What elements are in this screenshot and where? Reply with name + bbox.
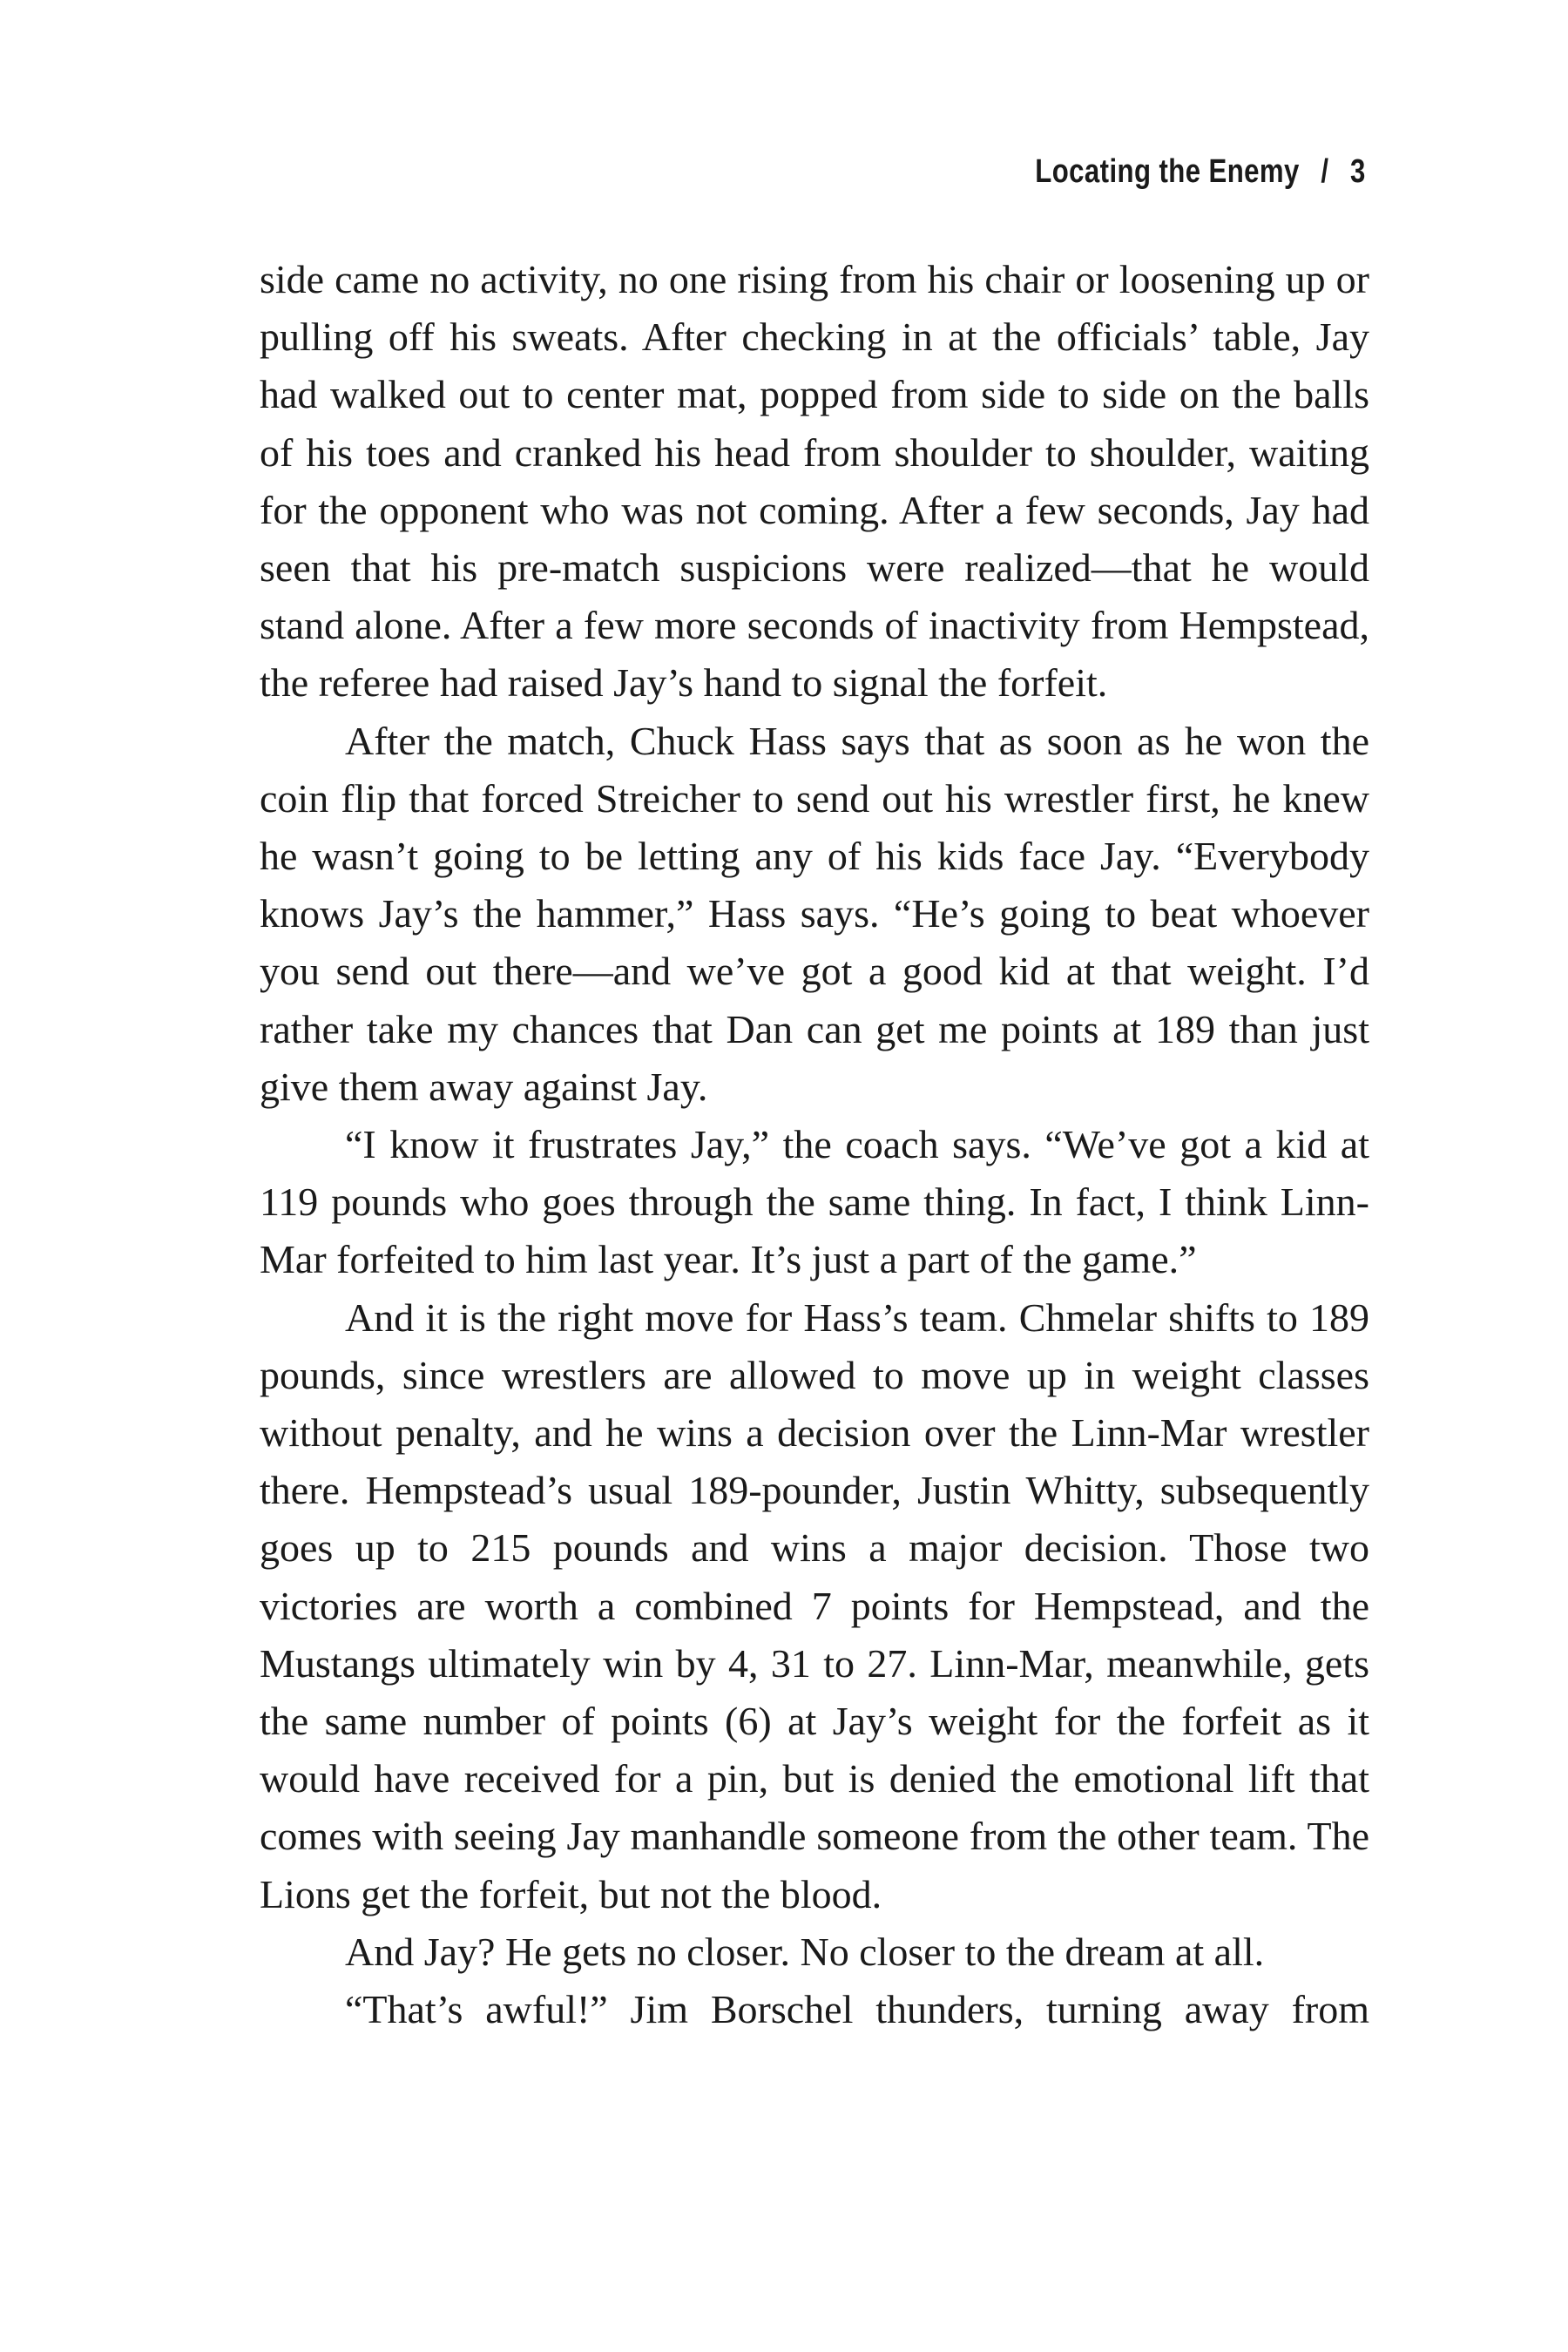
paragraph-4: And it is the right move for Hass’s team. Chmelar shifts to 189 pounds, since wrestlers are allowed to move up in weight classes without penalty, and he wins a decision over the Linn-Mar wrestler there. Hempstead’s usual 189-pounder, Justin Whitty, subsequently goes up to 215 pounds and wins a major decision. Those two victories are worth a combined 7 points for Hempstead, and the Mustangs ultimately win by 4, 31 to 27. Linn-Mar, meanwhile, gets the same number of points (6) at Jay’s weight for the forfeit as it would have received for a pin, but is denied the emotional lift that comes with seeing Jay manhandle someone from the other team. The Lions get the forfeit, but not the blood. bbox=[260, 1294, 1369, 1916]
paragraph-2: After the match, Chuck Hass says that as soon as he won the coin flip that forced Streicher to send out his wrestler first, he knew he wasn’t going to be letting any of his kids face Jay. “Everybody knows Jay’s the hammer,” Hass says. “He’s going to beat whoever you send out there—and we’ve got a good kid at that weight. I’d rather take my chances that Dan can get me points at 189 than just give them away against Jay. bbox=[260, 718, 1369, 1109]
header-separator: / bbox=[1321, 153, 1329, 190]
chapter-title: Locating the Enemy bbox=[1035, 153, 1300, 190]
paragraph-1: side came no activity, no one rising from his chair or loosening up or pulling off his sweats. After checking in at the officials’ table, Jay had walked out to center mat, popped from side to side on the balls of his toes and cranked his head from shoulder to shoulder, waiting for the opponent who was not coming. After a few seconds, Jay had seen that his pre-match suspicions were realized—that he would stand alone. After a few more seconds of inactivity from Hempstead, the referee had raised Jay’s hand to signal the forfeit. bbox=[260, 257, 1369, 706]
body-text bbox=[260, 251, 1369, 2038]
paragraph-6: “That’s awful!” Jim Borschel thunders, turning away from bbox=[345, 1987, 1369, 2032]
page-number: 3 bbox=[1350, 153, 1366, 190]
paragraph-5: And Jay? He gets no closer. No closer to the dream at all. bbox=[345, 1929, 1265, 1974]
running-head bbox=[1036, 153, 1366, 191]
paragraph-3: “I know it frustrates Jay,” the coach says. “We’ve got a kid at 119 pounds who goes through the same thing. In fact, I think Linn-Mar forfeited to him last year. It’s just a part of the game.” bbox=[260, 1122, 1369, 1282]
